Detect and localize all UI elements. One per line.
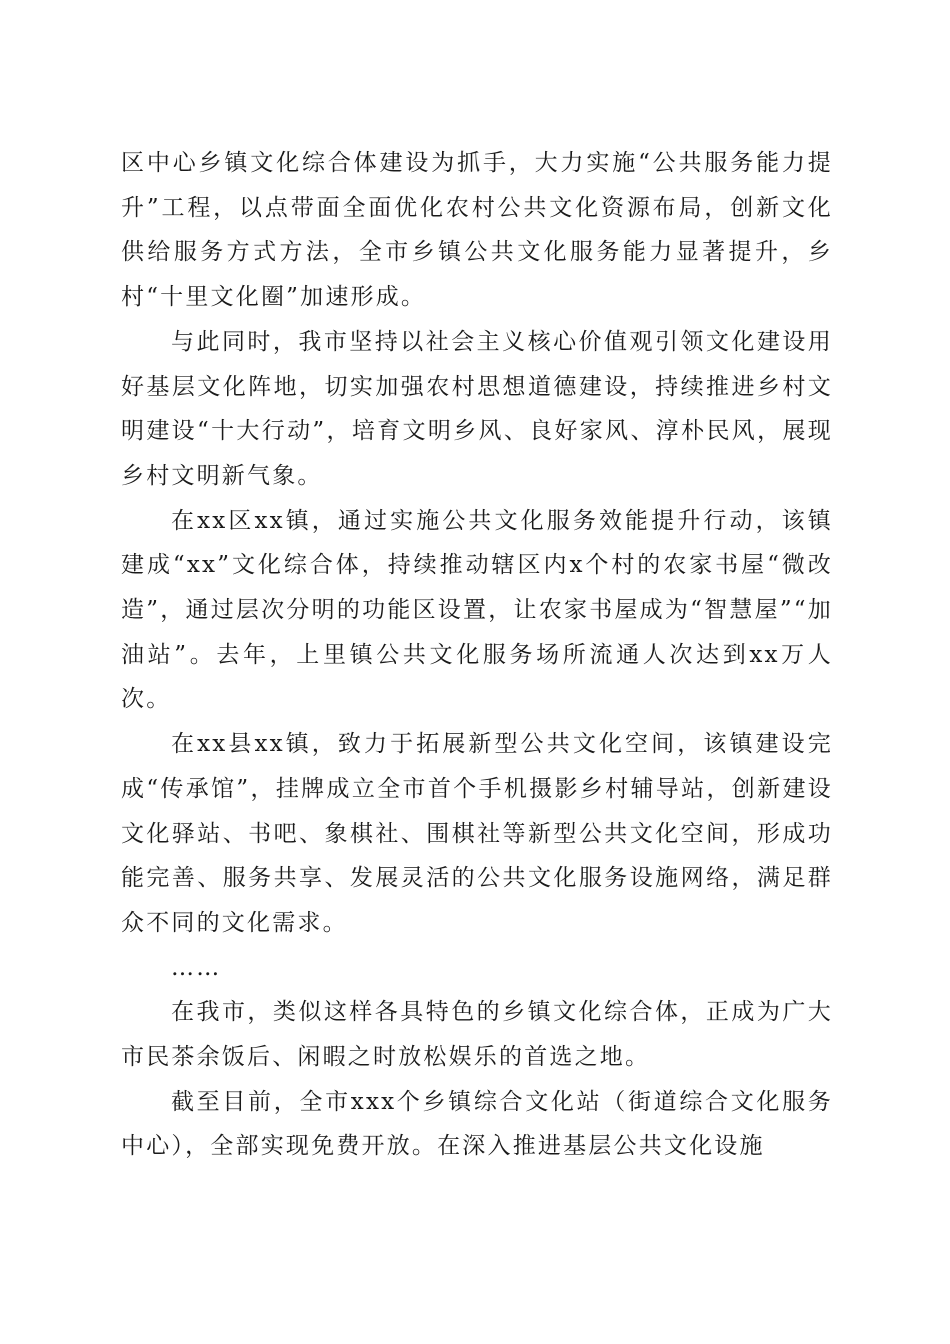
document-body <box>121 141 833 1169</box>
paragraph-5: 在我市，类似这样各具特色的乡镇文化综合体，正成为广大市民茶余饭后、闲暇之时放松娱乐的首选之地。 <box>121 999 833 1071</box>
paragraph-2: 与此同时，我市坚持以社会主义核心价值观引领文化建设用好基层文化阵地，切实加强农村思想道德建设，持续推进乡村文明建设“十大行动”，培育文明乡风、良好家风、淳朴民风，展现乡村文明新气象。 <box>121 328 833 489</box>
paragraph-1: 区中心乡镇文化综合体建设为抓手，大力实施“公共服务能力提升”工程，以点带面全面优化农村公共文化资源布局，创新文化供给服务方式方法，全市乡镇公共文化服务能力显著提升，乡村“十里文化圈”加速形成。 <box>121 150 833 311</box>
paragraph-6: 截至目前，全市xxx个乡镇综合文化站（街道综合文化服务中心），全部实现免费开放。在深入推进基层公共文化设施 <box>121 1088 833 1160</box>
ellipsis-paragraph: …… <box>171 954 222 981</box>
paragraph-3: 在xx区xx镇，通过实施公共文化服务效能提升行动，该镇建成“xx”文化综合体，持续推动辖区内x个村的农家书屋“微改造”，通过层次分明的功能区设置，让农家书屋成为“智慧屋”“加油站”。去年，上里镇公共文化服务场所流通人次达到xx万人次。 <box>121 507 833 713</box>
paragraph-4: 在xx县xx镇，致力于拓展新型公共文化空间，该镇建设完成“传承馆”，挂牌成立全市首个手机摄影乡村辅导站，创新建设文化驿站、书吧、象棋社、围棋社等新型公共文化空间，形成功能完善、服务共享、发展灵活的公共文化服务设施网络，满足群众不同的文化需求。 <box>121 731 833 936</box>
